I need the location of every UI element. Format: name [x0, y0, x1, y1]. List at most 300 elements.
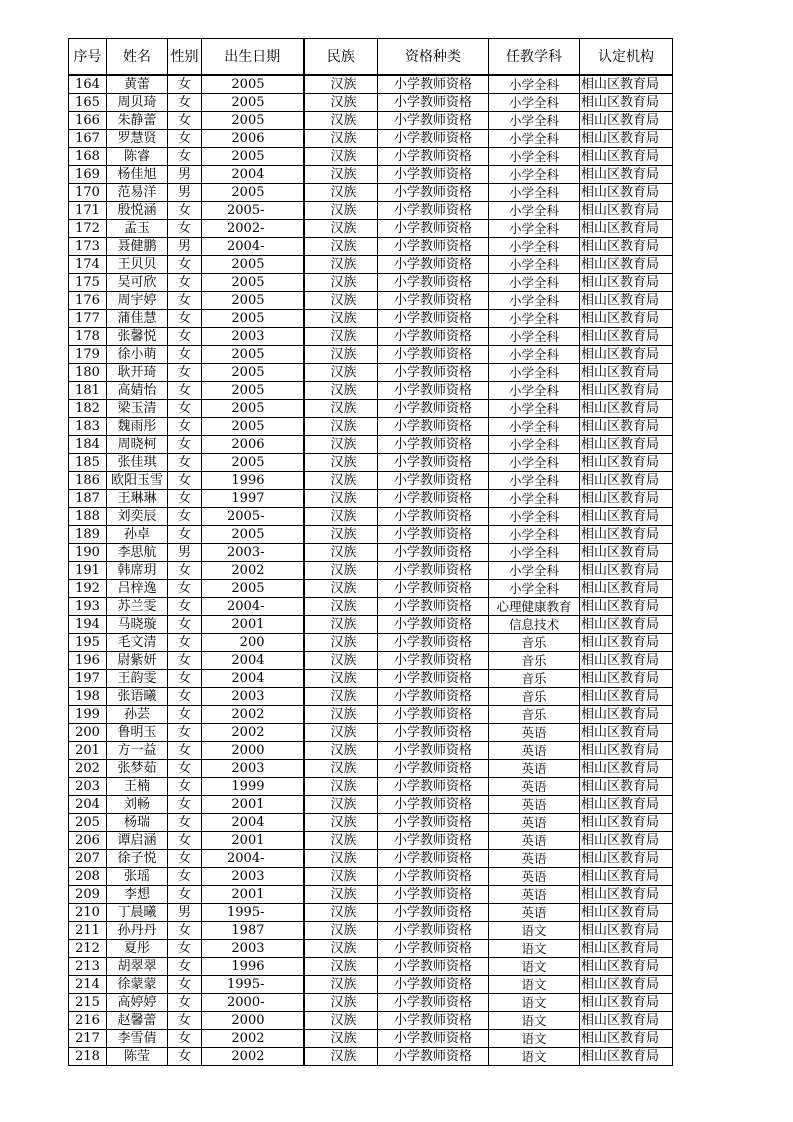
cell-ethnicity: 汉族 — [304, 418, 378, 436]
cell-certifying-body: 相山区教育局 — [580, 688, 673, 706]
table-row — [69, 238, 673, 256]
cell-ethnicity: 汉族 — [304, 868, 378, 886]
cell-birth-date: 2002 — [202, 724, 304, 742]
cell-qualification-type: 小学教师资格 — [378, 742, 489, 760]
cell-ethnicity: 汉族 — [304, 526, 378, 544]
cell-index: 205 — [69, 814, 107, 832]
cell-gender: 男 — [168, 544, 202, 562]
cell-index: 179 — [69, 346, 107, 364]
table-row — [69, 256, 673, 274]
cell-birth-date: 2003 — [202, 688, 304, 706]
cell-gender: 女 — [168, 328, 202, 346]
cell-certifying-body: 相山区教育局 — [580, 292, 673, 310]
cell-index: 195 — [69, 634, 107, 652]
cell-name: 张瑶 — [107, 868, 168, 886]
cell-certifying-body: 相山区教育局 — [580, 184, 673, 202]
header-row — [69, 39, 673, 76]
cell-birth-date: 2004 — [202, 814, 304, 832]
cell-subject: 心理健康教育 — [489, 598, 580, 616]
cell-qualification-type: 小学教师资格 — [378, 220, 489, 238]
cell-qualification-type: 小学教师资格 — [378, 418, 489, 436]
cell-index: 209 — [69, 886, 107, 904]
table-row — [69, 418, 673, 436]
cell-ethnicity: 汉族 — [304, 220, 378, 238]
table-row — [69, 364, 673, 382]
cell-subject: 小学全科 — [489, 526, 580, 544]
table-row — [69, 94, 673, 112]
cell-subject: 小学全科 — [489, 328, 580, 346]
cell-subject: 英语 — [489, 778, 580, 796]
cell-name: 刘畅 — [107, 796, 168, 814]
cell-index: 193 — [69, 598, 107, 616]
cell-subject: 小学全科 — [489, 580, 580, 598]
cell-qualification-type: 小学教师资格 — [378, 706, 489, 724]
cell-gender: 女 — [168, 580, 202, 598]
cell-ethnicity: 汉族 — [304, 778, 378, 796]
cell-qualification-type: 小学教师资格 — [378, 544, 489, 562]
cell-gender: 女 — [168, 472, 202, 490]
cell-certifying-body: 相山区教育局 — [580, 544, 673, 562]
cell-birth-date: 2001 — [202, 796, 304, 814]
cell-certifying-body: 相山区教育局 — [580, 202, 673, 220]
cell-gender: 女 — [168, 742, 202, 760]
cell-subject: 语文 — [489, 958, 580, 976]
cell-index: 212 — [69, 940, 107, 958]
cell-birth-date: 2000 — [202, 742, 304, 760]
cell-gender: 女 — [168, 94, 202, 112]
cell-qualification-type: 小学教师资格 — [378, 94, 489, 112]
cell-certifying-body: 相山区教育局 — [580, 400, 673, 418]
cell-name: 朱静蕾 — [107, 112, 168, 130]
cell-ethnicity: 汉族 — [304, 670, 378, 688]
cell-index: 167 — [69, 130, 107, 148]
cell-gender: 女 — [168, 994, 202, 1012]
cell-name: 梁玉清 — [107, 400, 168, 418]
cell-certifying-body: 相山区教育局 — [580, 976, 673, 994]
header-qualification-type: 资格种类 — [378, 39, 489, 76]
cell-birth-date: 1996 — [202, 958, 304, 976]
cell-certifying-body: 相山区教育局 — [580, 472, 673, 490]
cell-ethnicity: 汉族 — [304, 850, 378, 868]
cell-qualification-type: 小学教师资格 — [378, 616, 489, 634]
cell-gender: 女 — [168, 346, 202, 364]
cell-subject: 小学全科 — [489, 202, 580, 220]
cell-subject: 语文 — [489, 1012, 580, 1030]
cell-birth-date: 2005 — [202, 526, 304, 544]
header-ethnicity: 民族 — [304, 39, 378, 76]
cell-name: 张馨悦 — [107, 328, 168, 346]
cell-qualification-type: 小学教师资格 — [378, 238, 489, 256]
cell-certifying-body: 相山区教育局 — [580, 148, 673, 166]
table-row — [69, 832, 673, 850]
table-row — [69, 328, 673, 346]
cell-index: 214 — [69, 976, 107, 994]
table-row — [69, 130, 673, 148]
cell-ethnicity: 汉族 — [304, 472, 378, 490]
cell-ethnicity: 汉族 — [304, 904, 378, 922]
table-row — [69, 634, 673, 652]
cell-qualification-type: 小学教师资格 — [378, 1048, 489, 1066]
cell-ethnicity: 汉族 — [304, 832, 378, 850]
cell-birth-date: 1996 — [202, 472, 304, 490]
cell-qualification-type: 小学教师资格 — [378, 148, 489, 166]
cell-name: 王楠 — [107, 778, 168, 796]
cell-name: 周晓柯 — [107, 436, 168, 454]
cell-ethnicity: 汉族 — [304, 202, 378, 220]
cell-birth-date: 2002 — [202, 1048, 304, 1066]
cell-ethnicity: 汉族 — [304, 544, 378, 562]
cell-qualification-type: 小学教师资格 — [378, 310, 489, 328]
cell-certifying-body: 相山区教育局 — [580, 796, 673, 814]
cell-name: 夏彤 — [107, 940, 168, 958]
cell-qualification-type: 小学教师资格 — [378, 760, 489, 778]
cell-certifying-body: 相山区教育局 — [580, 994, 673, 1012]
cell-subject: 小学全科 — [489, 256, 580, 274]
cell-certifying-body: 相山区教育局 — [580, 328, 673, 346]
cell-birth-date: 1997 — [202, 490, 304, 508]
table-row — [69, 544, 673, 562]
cell-index: 185 — [69, 454, 107, 472]
cell-qualification-type: 小学教师资格 — [378, 724, 489, 742]
cell-index: 202 — [69, 760, 107, 778]
cell-gender: 女 — [168, 364, 202, 382]
cell-name: 杨瑞 — [107, 814, 168, 832]
cell-ethnicity: 汉族 — [304, 184, 378, 202]
table-row — [69, 436, 673, 454]
cell-birth-date: 2001 — [202, 832, 304, 850]
cell-subject: 小学全科 — [489, 472, 580, 490]
cell-subject: 小学全科 — [489, 238, 580, 256]
cell-ethnicity: 汉族 — [304, 886, 378, 904]
cell-subject: 小学全科 — [489, 544, 580, 562]
cell-qualification-type: 小学教师资格 — [378, 562, 489, 580]
cell-subject: 小学全科 — [489, 346, 580, 364]
cell-ethnicity: 汉族 — [304, 706, 378, 724]
cell-birth-date: 1995- — [202, 904, 304, 922]
cell-qualification-type: 小学教师资格 — [378, 202, 489, 220]
cell-ethnicity: 汉族 — [304, 652, 378, 670]
cell-gender: 女 — [168, 850, 202, 868]
cell-birth-date: 2006 — [202, 436, 304, 454]
cell-certifying-body: 相山区教育局 — [580, 526, 673, 544]
cell-certifying-body: 相山区教育局 — [580, 904, 673, 922]
cell-certifying-body: 相山区教育局 — [580, 238, 673, 256]
cell-certifying-body: 相山区教育局 — [580, 922, 673, 940]
cell-ethnicity: 汉族 — [304, 364, 378, 382]
cell-certifying-body: 相山区教育局 — [580, 616, 673, 634]
table-row — [69, 310, 673, 328]
cell-ethnicity: 汉族 — [304, 490, 378, 508]
cell-index: 199 — [69, 706, 107, 724]
cell-qualification-type: 小学教师资格 — [378, 400, 489, 418]
cell-gender: 女 — [168, 706, 202, 724]
cell-qualification-type: 小学教师资格 — [378, 184, 489, 202]
cell-ethnicity: 汉族 — [304, 292, 378, 310]
cell-gender: 女 — [168, 796, 202, 814]
cell-birth-date: 2005 — [202, 274, 304, 292]
table-row — [69, 994, 673, 1012]
cell-index: 203 — [69, 778, 107, 796]
cell-gender: 女 — [168, 832, 202, 850]
cell-subject: 英语 — [489, 814, 580, 832]
cell-gender: 女 — [168, 490, 202, 508]
cell-subject: 语文 — [489, 994, 580, 1012]
table-row — [69, 814, 673, 832]
cell-certifying-body: 相山区教育局 — [580, 454, 673, 472]
cell-gender: 男 — [168, 184, 202, 202]
cell-subject: 英语 — [489, 760, 580, 778]
cell-subject: 音乐 — [489, 634, 580, 652]
cell-certifying-body: 相山区教育局 — [580, 958, 673, 976]
cell-ethnicity: 汉族 — [304, 760, 378, 778]
cell-subject: 小学全科 — [489, 184, 580, 202]
cell-certifying-body: 相山区教育局 — [580, 598, 673, 616]
cell-gender: 女 — [168, 148, 202, 166]
cell-birth-date: 2005- — [202, 202, 304, 220]
cell-qualification-type: 小学教师资格 — [378, 508, 489, 526]
cell-qualification-type: 小学教师资格 — [378, 490, 489, 508]
cell-gender: 女 — [168, 1030, 202, 1048]
cell-birth-date: 2004 — [202, 166, 304, 184]
cell-name: 韩席玥 — [107, 562, 168, 580]
table-row — [69, 454, 673, 472]
cell-birth-date: 2003- — [202, 544, 304, 562]
cell-subject: 小学全科 — [489, 166, 580, 184]
cell-ethnicity: 汉族 — [304, 274, 378, 292]
cell-certifying-body: 相山区教育局 — [580, 436, 673, 454]
cell-certifying-body: 相山区教育局 — [580, 760, 673, 778]
cell-index: 169 — [69, 166, 107, 184]
header-name: 姓名 — [107, 39, 168, 76]
cell-certifying-body: 相山区教育局 — [580, 580, 673, 598]
cell-subject: 小学全科 — [489, 562, 580, 580]
cell-ethnicity: 汉族 — [304, 94, 378, 112]
table-row — [69, 508, 673, 526]
cell-subject: 小学全科 — [489, 130, 580, 148]
cell-subject: 英语 — [489, 832, 580, 850]
cell-index: 175 — [69, 274, 107, 292]
cell-index: 215 — [69, 994, 107, 1012]
cell-gender: 女 — [168, 310, 202, 328]
cell-subject: 音乐 — [489, 688, 580, 706]
cell-ethnicity: 汉族 — [304, 148, 378, 166]
cell-birth-date: 2003 — [202, 868, 304, 886]
cell-ethnicity: 汉族 — [304, 742, 378, 760]
cell-ethnicity: 汉族 — [304, 598, 378, 616]
cell-index: 198 — [69, 688, 107, 706]
cell-certifying-body: 相山区教育局 — [580, 112, 673, 130]
cell-gender: 女 — [168, 220, 202, 238]
cell-name: 徐蒙蒙 — [107, 976, 168, 994]
table-row — [69, 940, 673, 958]
cell-name: 陈莹 — [107, 1048, 168, 1066]
cell-gender: 女 — [168, 958, 202, 976]
table-row — [69, 886, 673, 904]
cell-gender: 女 — [168, 1048, 202, 1066]
cell-qualification-type: 小学教师资格 — [378, 1012, 489, 1030]
cell-name: 王贝贝 — [107, 256, 168, 274]
cell-index: 172 — [69, 220, 107, 238]
cell-gender: 女 — [168, 886, 202, 904]
table-row — [69, 526, 673, 544]
cell-index: 191 — [69, 562, 107, 580]
cell-subject: 英语 — [489, 868, 580, 886]
table-row — [69, 292, 673, 310]
cell-name: 李思航 — [107, 544, 168, 562]
cell-certifying-body: 相山区教育局 — [580, 490, 673, 508]
table-row — [69, 1030, 673, 1048]
cell-certifying-body: 相山区教育局 — [580, 1030, 673, 1048]
cell-qualification-type: 小学教师资格 — [378, 940, 489, 958]
cell-subject: 语文 — [489, 1030, 580, 1048]
cell-ethnicity: 汉族 — [304, 328, 378, 346]
cell-index: 200 — [69, 724, 107, 742]
cell-birth-date: 2004- — [202, 850, 304, 868]
cell-birth-date: 2003 — [202, 328, 304, 346]
cell-index: 217 — [69, 1030, 107, 1048]
cell-ethnicity: 汉族 — [304, 922, 378, 940]
table-row — [69, 1048, 673, 1066]
cell-gender: 女 — [168, 508, 202, 526]
table-row — [69, 112, 673, 130]
cell-index: 186 — [69, 472, 107, 490]
cell-index: 204 — [69, 796, 107, 814]
cell-qualification-type: 小学教师资格 — [378, 778, 489, 796]
cell-certifying-body: 相山区教育局 — [580, 94, 673, 112]
cell-gender: 女 — [168, 454, 202, 472]
cell-certifying-body: 相山区教育局 — [580, 1048, 673, 1066]
cell-name: 黄蕾 — [107, 75, 168, 94]
cell-name: 聂健鹏 — [107, 238, 168, 256]
table-row — [69, 472, 673, 490]
cell-ethnicity: 汉族 — [304, 382, 378, 400]
cell-name: 王韵雯 — [107, 670, 168, 688]
cell-certifying-body: 相山区教育局 — [580, 1012, 673, 1030]
cell-subject: 小学全科 — [489, 310, 580, 328]
cell-name: 孙芸 — [107, 706, 168, 724]
cell-index: 187 — [69, 490, 107, 508]
cell-name: 殷悦涵 — [107, 202, 168, 220]
table-row — [69, 760, 673, 778]
table-row — [69, 706, 673, 724]
cell-certifying-body: 相山区教育局 — [580, 220, 673, 238]
cell-index: 176 — [69, 292, 107, 310]
table-row — [69, 850, 673, 868]
cell-name: 周宇婷 — [107, 292, 168, 310]
cell-gender: 女 — [168, 202, 202, 220]
cell-certifying-body: 相山区教育局 — [580, 832, 673, 850]
cell-ethnicity: 汉族 — [304, 814, 378, 832]
cell-certifying-body: 相山区教育局 — [580, 706, 673, 724]
cell-index: 182 — [69, 400, 107, 418]
cell-qualification-type: 小学教师资格 — [378, 598, 489, 616]
cell-birth-date: 2005 — [202, 400, 304, 418]
cell-name: 高婷婷 — [107, 994, 168, 1012]
cell-birth-date: 2005 — [202, 364, 304, 382]
cell-index: 173 — [69, 238, 107, 256]
cell-qualification-type: 小学教师资格 — [378, 454, 489, 472]
cell-birth-date: 2003 — [202, 760, 304, 778]
cell-certifying-body: 相山区教育局 — [580, 508, 673, 526]
cell-gender: 女 — [168, 400, 202, 418]
cell-name: 杨佳旭 — [107, 166, 168, 184]
cell-qualification-type: 小学教师资格 — [378, 994, 489, 1012]
cell-ethnicity: 汉族 — [304, 724, 378, 742]
table-row — [69, 400, 673, 418]
cell-qualification-type: 小学教师资格 — [378, 580, 489, 598]
cell-birth-date: 2005 — [202, 184, 304, 202]
cell-certifying-body: 相山区教育局 — [580, 310, 673, 328]
cell-name: 胡翠翠 — [107, 958, 168, 976]
cell-ethnicity: 汉族 — [304, 256, 378, 274]
cell-index: 166 — [69, 112, 107, 130]
cell-subject: 英语 — [489, 850, 580, 868]
cell-index: 183 — [69, 418, 107, 436]
cell-subject: 信息技术 — [489, 616, 580, 634]
cell-name: 刘奕辰 — [107, 508, 168, 526]
cell-birth-date: 2004- — [202, 238, 304, 256]
cell-birth-date: 2005 — [202, 580, 304, 598]
cell-subject: 语文 — [489, 976, 580, 994]
cell-birth-date: 2004- — [202, 598, 304, 616]
cell-name: 高婧怡 — [107, 382, 168, 400]
cell-gender: 男 — [168, 238, 202, 256]
cell-gender: 女 — [168, 922, 202, 940]
cell-birth-date: 2005 — [202, 454, 304, 472]
cell-ethnicity: 汉族 — [304, 400, 378, 418]
cell-birth-date: 2005 — [202, 346, 304, 364]
cell-birth-date: 2005 — [202, 418, 304, 436]
cell-name: 欧阳玉雪 — [107, 472, 168, 490]
cell-ethnicity: 汉族 — [304, 616, 378, 634]
cell-name: 方一益 — [107, 742, 168, 760]
cell-ethnicity: 汉族 — [304, 1030, 378, 1048]
cell-name: 张梦茹 — [107, 760, 168, 778]
cell-index: 170 — [69, 184, 107, 202]
cell-gender: 女 — [168, 634, 202, 652]
cell-birth-date: 2001 — [202, 616, 304, 634]
cell-gender: 女 — [168, 1012, 202, 1030]
cell-birth-date: 1987 — [202, 922, 304, 940]
table-row — [69, 958, 673, 976]
cell-subject: 小学全科 — [489, 94, 580, 112]
table-row — [69, 922, 673, 940]
cell-gender: 女 — [168, 940, 202, 958]
cell-birth-date: 2004 — [202, 670, 304, 688]
cell-birth-date: 200 — [202, 634, 304, 652]
cell-name: 耿开琦 — [107, 364, 168, 382]
cell-subject: 语文 — [489, 940, 580, 958]
cell-qualification-type: 小学教师资格 — [378, 274, 489, 292]
cell-qualification-type: 小学教师资格 — [378, 634, 489, 652]
cell-qualification-type: 小学教师资格 — [378, 796, 489, 814]
cell-ethnicity: 汉族 — [304, 166, 378, 184]
cell-ethnicity: 汉族 — [304, 238, 378, 256]
cell-qualification-type: 小学教师资格 — [378, 832, 489, 850]
cell-gender: 女 — [168, 724, 202, 742]
cell-certifying-body: 相山区教育局 — [580, 868, 673, 886]
cell-gender: 女 — [168, 75, 202, 94]
cell-gender: 女 — [168, 130, 202, 148]
cell-subject: 语文 — [489, 922, 580, 940]
cell-qualification-type: 小学教师资格 — [378, 364, 489, 382]
cell-name: 徐小萌 — [107, 346, 168, 364]
cell-name: 吴可欣 — [107, 274, 168, 292]
cell-ethnicity: 汉族 — [304, 688, 378, 706]
cell-ethnicity: 汉族 — [304, 1048, 378, 1066]
cell-index: 207 — [69, 850, 107, 868]
cell-birth-date: 2005 — [202, 382, 304, 400]
